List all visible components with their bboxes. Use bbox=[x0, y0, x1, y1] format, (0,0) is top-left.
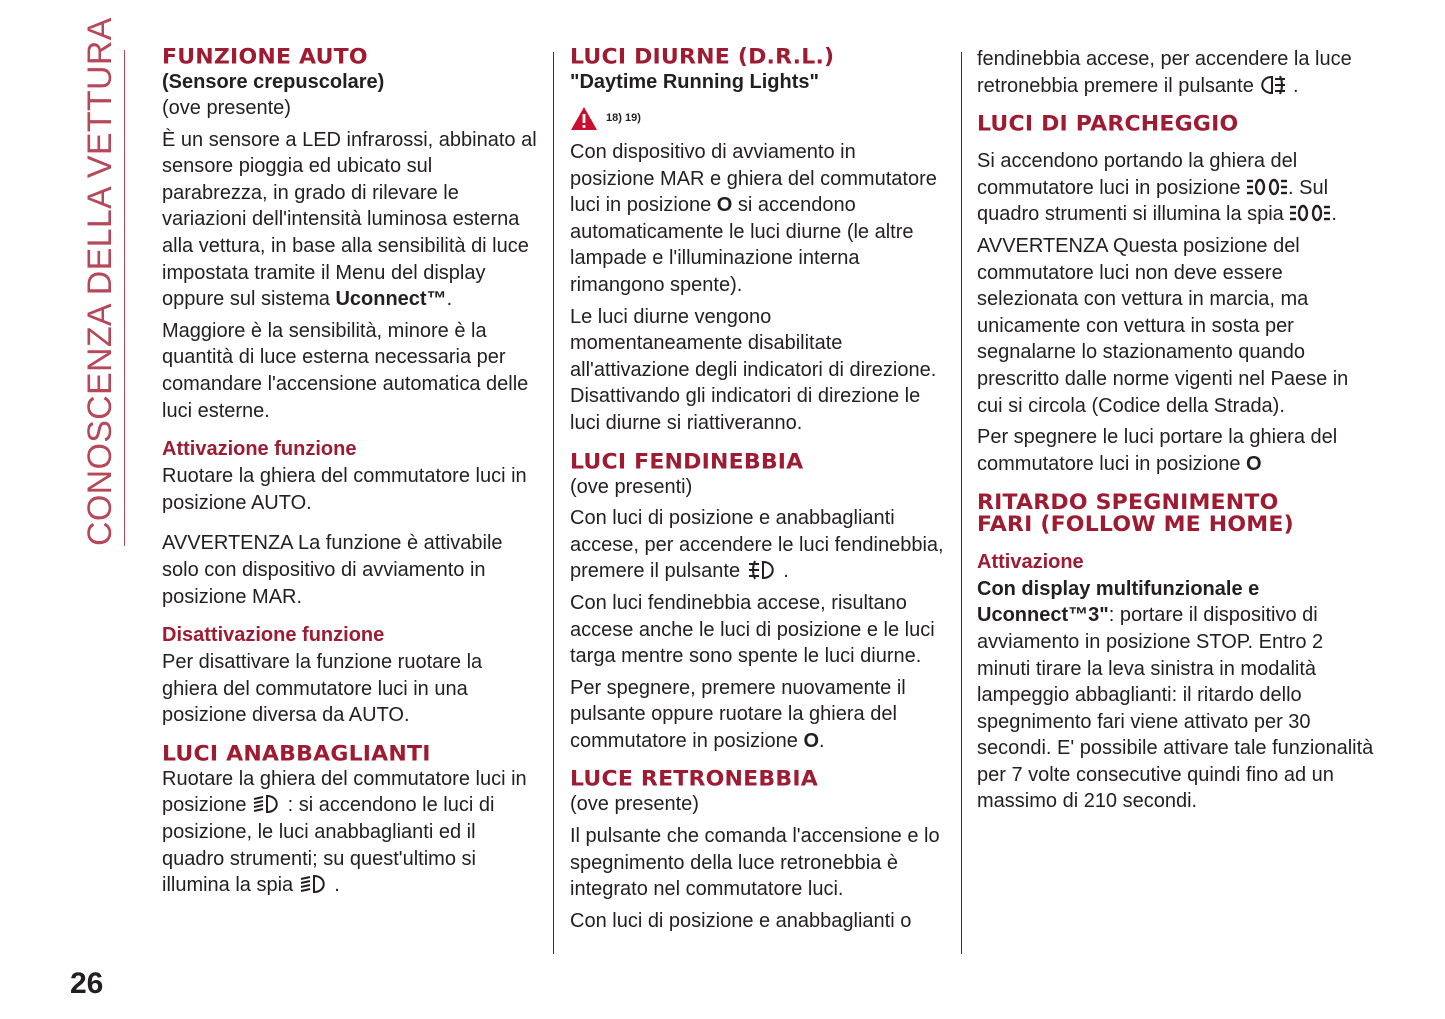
retronebbia-continued-paragraph: fendinebbia accese, per accendere la luce retronebbia premere il pulsante . bbox=[977, 48, 1352, 97]
funzione-auto-subtitle: (Sensore crepuscolare) bbox=[162, 71, 385, 93]
column-1 bbox=[162, 46, 542, 904]
parking-light-icon bbox=[1289, 202, 1331, 224]
luci-diurne-subtitle: "Daytime Running Lights" bbox=[570, 71, 819, 93]
follow-me-paragraph: Uconnect™3": portare il dispositivo di avviamento in posizione STOP. Entro 2 minuti tirare la leva sinistra in modalità lampeggio abbaglianti: il ritardo dello spegnimento fari viene attivato per 30 secondi. E' possibile attivare tale funzionalità per 7 volte consecutive quindi fino ad un massimo di 210 secondi. bbox=[977, 604, 1374, 813]
luci-fendinebbia-paragraph-1: Con luci di posizione e anabbaglianti accese, per accendere le luci fendinebbia, premere il pulsante . bbox=[570, 507, 944, 583]
column-3 bbox=[977, 46, 1377, 820]
luce-retronebbia-paragraph-2: Con luci di posizione e anabbaglianti o bbox=[570, 909, 912, 932]
follow-me-attivazione-heading: Attivazione bbox=[977, 551, 1084, 574]
luci-fendinebbia-heading: LUCI FENDINEBBIA bbox=[570, 450, 804, 474]
column-divider-1 bbox=[553, 52, 554, 954]
warning-reference bbox=[570, 105, 945, 131]
parking-light-icon bbox=[1246, 176, 1288, 198]
luci-parcheggio-warning: AVVERTENZA Questa posizione del commutatore luci non deve essere selezionata con vettura in marcia, ma unicamente con vettura in sosta per segnalarne lo stazionamento quando prescritto dalle norme vigenti nel Paese in cui si circola (Codice della Strada). bbox=[977, 234, 1349, 417]
funzione-auto-heading: FUNZIONE AUTO bbox=[162, 45, 368, 70]
attivazione-warning: AVVERTENZA La funzione è attivabile solo con dispositivo di avviamento in posizione MAR. bbox=[162, 532, 503, 608]
disattivazione-funzione-heading: Disattivazione funzione bbox=[162, 624, 385, 647]
luci-parcheggio-paragraph-3: Per spegnere le luci portare la ghiera del commutatore luci in posizione O bbox=[977, 426, 1338, 475]
column-2 bbox=[570, 46, 945, 939]
attivazione-paragraph-1: Ruotare la ghiera del commutatore luci in posizione AUTO. bbox=[162, 465, 527, 514]
page-number: 26 bbox=[70, 967, 104, 1000]
luce-retronebbia-note: (ove presente) bbox=[570, 793, 699, 816]
low-beam-icon bbox=[252, 793, 282, 815]
rear-fog-icon bbox=[1259, 74, 1287, 96]
funzione-auto-paragraph-1: È un sensore a LED infrarossi, abbinato al sensore pioggia ed ubicato sul parabrezza, in grado di rilevare le variazioni dell'intensità luminosa esterna alla vettura, in base alla sensibilità di luce impostata tramite il Menu del display oppure sul sistema Uconnect™. bbox=[162, 128, 537, 311]
luci-parcheggio-paragraph-1: Si accendono portando la ghiera del commutatore luci in posizione . Sul quadro strumenti si illumina la spia . bbox=[977, 150, 1337, 226]
side-section-title bbox=[81, 17, 125, 546]
follow-me-bold-line: Con display multifunzionale e bbox=[977, 578, 1260, 601]
luci-diurne-heading: LUCI DIURNE (D.R.L.) bbox=[570, 45, 835, 70]
luce-retronebbia-heading: LUCE RETRONEBBIA bbox=[570, 768, 818, 792]
warning-refs: 18) 19) bbox=[606, 112, 641, 124]
front-fog-icon bbox=[746, 559, 778, 581]
luce-retronebbia-paragraph-1: Il pulsante che comanda l'accensione e lo spegnimento della luce retronebbia è integrato nel commutatore luci. bbox=[570, 825, 940, 901]
luci-parcheggio-heading: LUCI DI PARCHEGGIO bbox=[977, 112, 1239, 137]
attivazione-funzione-heading: Attivazione funzione bbox=[162, 438, 357, 461]
disattivazione-paragraph: Per disattivare la funzione ruotare la ghiera del commutatore luci in una posizione diversa da AUTO. bbox=[162, 651, 483, 727]
luci-diurne-paragraph-2: Le luci diurne vengono momentaneamente disabilitate all'attivazione degli indicatori di direzione. Disattivando gli indicatori di direzione le luci diurne si riattiveranno. bbox=[570, 305, 937, 434]
luci-fendinebbia-paragraph-3: Per spegnere, premere nuovamente il pulsante oppure ruotare la ghiera del commutatore in posizione O. bbox=[570, 676, 906, 752]
column-divider-2 bbox=[961, 52, 962, 954]
funzione-auto-paragraph-2: Maggiore è la sensibilità, minore è la quantità di luce esterna necessaria per comandare l'accensione automatica delle luci esterne. bbox=[162, 319, 529, 422]
ritardo-spegnimento-heading: RITARDO SPEGNIMENTO FARI (FOLLOW ME HOME) bbox=[977, 491, 1294, 538]
luci-diurne-paragraph-1: Con dispositivo di avviamento in posizione MAR e ghiera del commutatore luci in posizione O si accendono automaticamente le luci diurne (le altre lampade e l'illuminazione interna rimangono spente). bbox=[570, 141, 937, 296]
luci-anabbaglianti-paragraph: Ruotare la ghiera del commutatore luci in posizione : si accendono le luci di posizione, le luci anabbaglianti ed il quadro strumenti; su quest'ultimo si illumina la spia . bbox=[162, 767, 527, 897]
warning-triangle-icon bbox=[570, 106, 598, 131]
luci-fendinebbia-note: (ove presenti) bbox=[570, 475, 693, 498]
luci-anabbaglianti-heading: LUCI ANABBAGLIANTI bbox=[162, 742, 431, 767]
low-beam-icon bbox=[299, 873, 329, 895]
funzione-auto-note: (ove presente) bbox=[162, 97, 291, 119]
side-section-title-text: CONOSCENZA DELLA VETTURA bbox=[81, 17, 119, 546]
luci-fendinebbia-paragraph-2: Con luci fendinebbia accese, risultano accese anche le luci di posizione e le luci targa mentre sono spente le luci diurne. bbox=[570, 591, 935, 668]
